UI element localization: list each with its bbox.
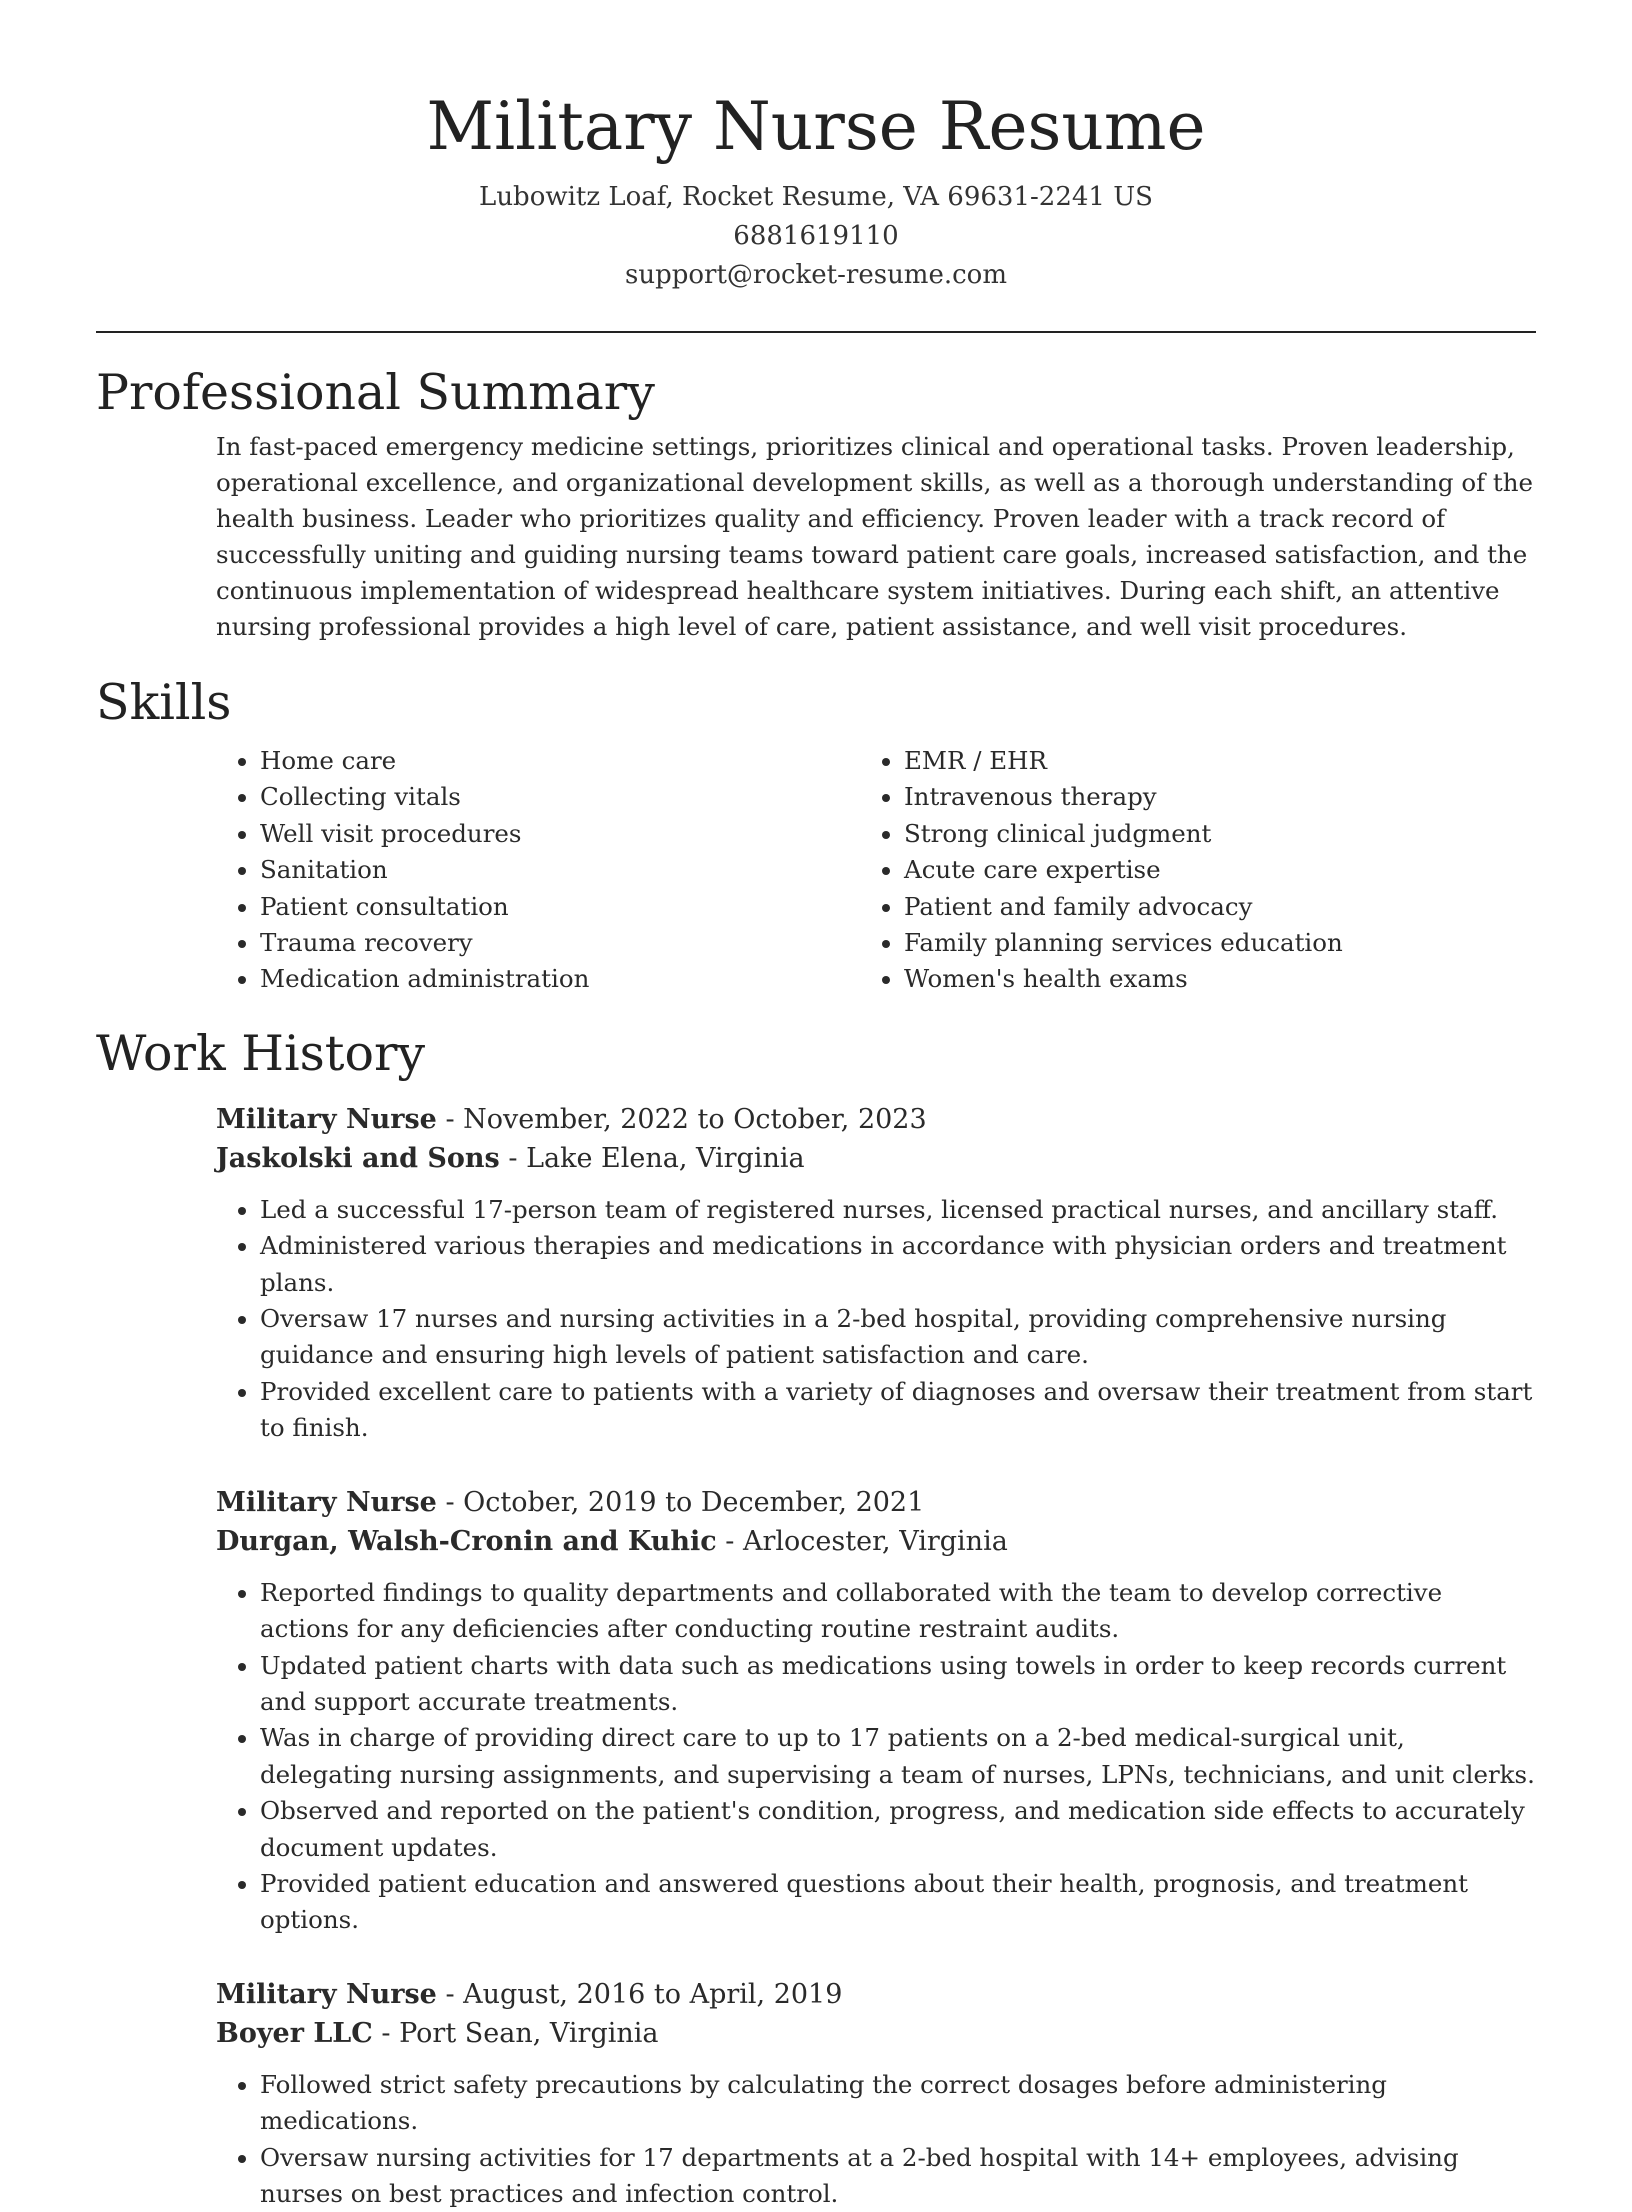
skill-item: • Well visit procedures	[260, 816, 860, 852]
job-duty: • Was in charge of providing direct care to up to 17 patients on a 2-bed medical-surgical unit, delegating nursing assignments, and supervising a team of nurses, LPNs, technicians, and unit clerks.	[260, 1720, 1536, 1793]
summary-heading: Professional Summary	[96, 364, 655, 421]
job-dates: November, 2022 to October, 2023	[463, 1103, 927, 1135]
skill-item: • Intravenous therapy	[904, 779, 1504, 815]
job-title: Military Nurse	[216, 1103, 437, 1135]
job-duty: • Oversaw nursing activities for 17 departments at a 2-bed hospital with 14+ employees, advising nurses on best practices and infection control.	[260, 2140, 1536, 2212]
skill-item: • Medication administration	[260, 961, 860, 997]
job-title: Military Nurse	[216, 1486, 437, 1518]
resume-header	[96, 0, 1536, 295]
job-location: Lake Elena, Virginia	[526, 1142, 805, 1174]
job-duty: • Provided patient education and answered questions about their health, prognosis, and treatment options.	[260, 1866, 1536, 1939]
skill-item: • Home care	[260, 743, 860, 779]
job-dates: October, 2019 to December, 2021	[463, 1486, 925, 1518]
job-company: Boyer LLC	[216, 2017, 373, 2049]
job-company-line: Jaskolski and Sons - Lake Elena, Virginia	[216, 1142, 805, 1174]
job-duty: • Observed and reported on the patient's condition, progress, and medication side effects to accurately document updates.	[260, 1793, 1536, 1866]
work-history-heading: Work History	[96, 1024, 426, 1082]
job-duties	[216, 2067, 1536, 2212]
job-location: Arlocester, Virginia	[743, 1525, 1008, 1557]
contact-info	[96, 178, 1536, 295]
skills-heading: Skills	[96, 674, 232, 731]
job-company-line: Boyer LLC - Port Sean, Virginia	[216, 2017, 659, 2049]
skills-column-left	[216, 743, 860, 998]
contact-address: Lubowitz Loaf, Rocket Resume, VA 69631-2241 US	[479, 182, 1153, 212]
skill-item: • Collecting vitals	[260, 779, 860, 815]
job-company: Durgan, Walsh-Cronin and Kuhic	[216, 1525, 717, 1557]
job-duty: • Administered various therapies and medications in accordance with physician orders and treatment plans.	[260, 1228, 1536, 1301]
job-entry	[216, 1483, 1536, 1939]
job-duties	[216, 1192, 1536, 1447]
job-duty: • Led a successful 17-person team of registered nurses, licensed practical nurses, and ancillary staff.	[260, 1192, 1536, 1228]
contact-phone: 6881619110	[733, 221, 899, 251]
job-title-line: Military Nurse - November, 2022 to October, 2023	[216, 1103, 927, 1135]
skill-item: • Trauma recovery	[260, 925, 860, 961]
skill-item: • Women's health exams	[904, 961, 1504, 997]
job-entry	[216, 1975, 1536, 2212]
job-location: Port Sean, Virginia	[399, 2017, 659, 2049]
job-dates: August, 2016 to April, 2019	[463, 1978, 843, 2010]
skill-item: • Strong clinical judgment	[904, 816, 1504, 852]
job-duty: • Updated patient charts with data such as medications using towels in order to keep records current and support accurate treatments.	[260, 1648, 1536, 1721]
job-duty: • Provided excellent care to patients with a variety of diagnoses and oversaw their treatment from start to finish.	[260, 1374, 1536, 1447]
skill-item: • Family planning services education	[904, 925, 1504, 961]
skill-item: • Patient and family advocacy	[904, 889, 1504, 925]
skill-item: • Acute care expertise	[904, 852, 1504, 888]
skill-item: • Patient consultation	[260, 889, 860, 925]
contact-email: support@rocket-resume.com	[624, 260, 1007, 290]
job-company: Jaskolski and Sons	[216, 1142, 500, 1174]
summary-text: In fast-paced emergency medicine settings, prioritizes clinical and operational tasks. Proven leadership, operational excellence, and organizational development skills, as well as a thorough understanding of the health business. Leader who prioritizes quality and efficiency. Proven leader with a track record of successfully uniting and guiding nursing teams toward patient care goals, increased satisfaction, and the continuous implementation of widespread healthcare system initiatives. During each shift, an attentive nursing professional provides a high level of care, patient assistance, and well visit procedures.	[216, 432, 1534, 641]
job-entry	[216, 1100, 1536, 1447]
job-duty: • Followed strict safety precautions by calculating the correct dosages before administering medications.	[260, 2067, 1536, 2140]
resume-title: Military Nurse Resume	[426, 88, 1206, 165]
resume-page	[96, 0, 1536, 2212]
job-duty: • Oversaw 17 nurses and nursing activities in a 2-bed hospital, providing comprehensive nursing guidance and ensuring high levels of patient satisfaction and care.	[260, 1301, 1536, 1374]
skill-item: • EMR / EHR	[904, 743, 1504, 779]
job-duty: • Reported findings to quality departments and collaborated with the team to develop corrective actions for any deficiencies after conducting routine restraint audits.	[260, 1575, 1536, 1648]
job-title-line: Military Nurse - October, 2019 to December, 2021	[216, 1486, 925, 1518]
job-company-line: Durgan, Walsh-Cronin and Kuhic - Arlocester, Virginia	[216, 1525, 1008, 1557]
header-divider	[96, 331, 1536, 333]
skills-column-right	[860, 743, 1504, 998]
job-title-line: Military Nurse - August, 2016 to April, 2019	[216, 1978, 843, 2010]
job-duties	[216, 1575, 1536, 1939]
job-title: Military Nurse	[216, 1978, 437, 2010]
skills-list	[216, 743, 1536, 998]
skill-item: • Sanitation	[260, 852, 860, 888]
